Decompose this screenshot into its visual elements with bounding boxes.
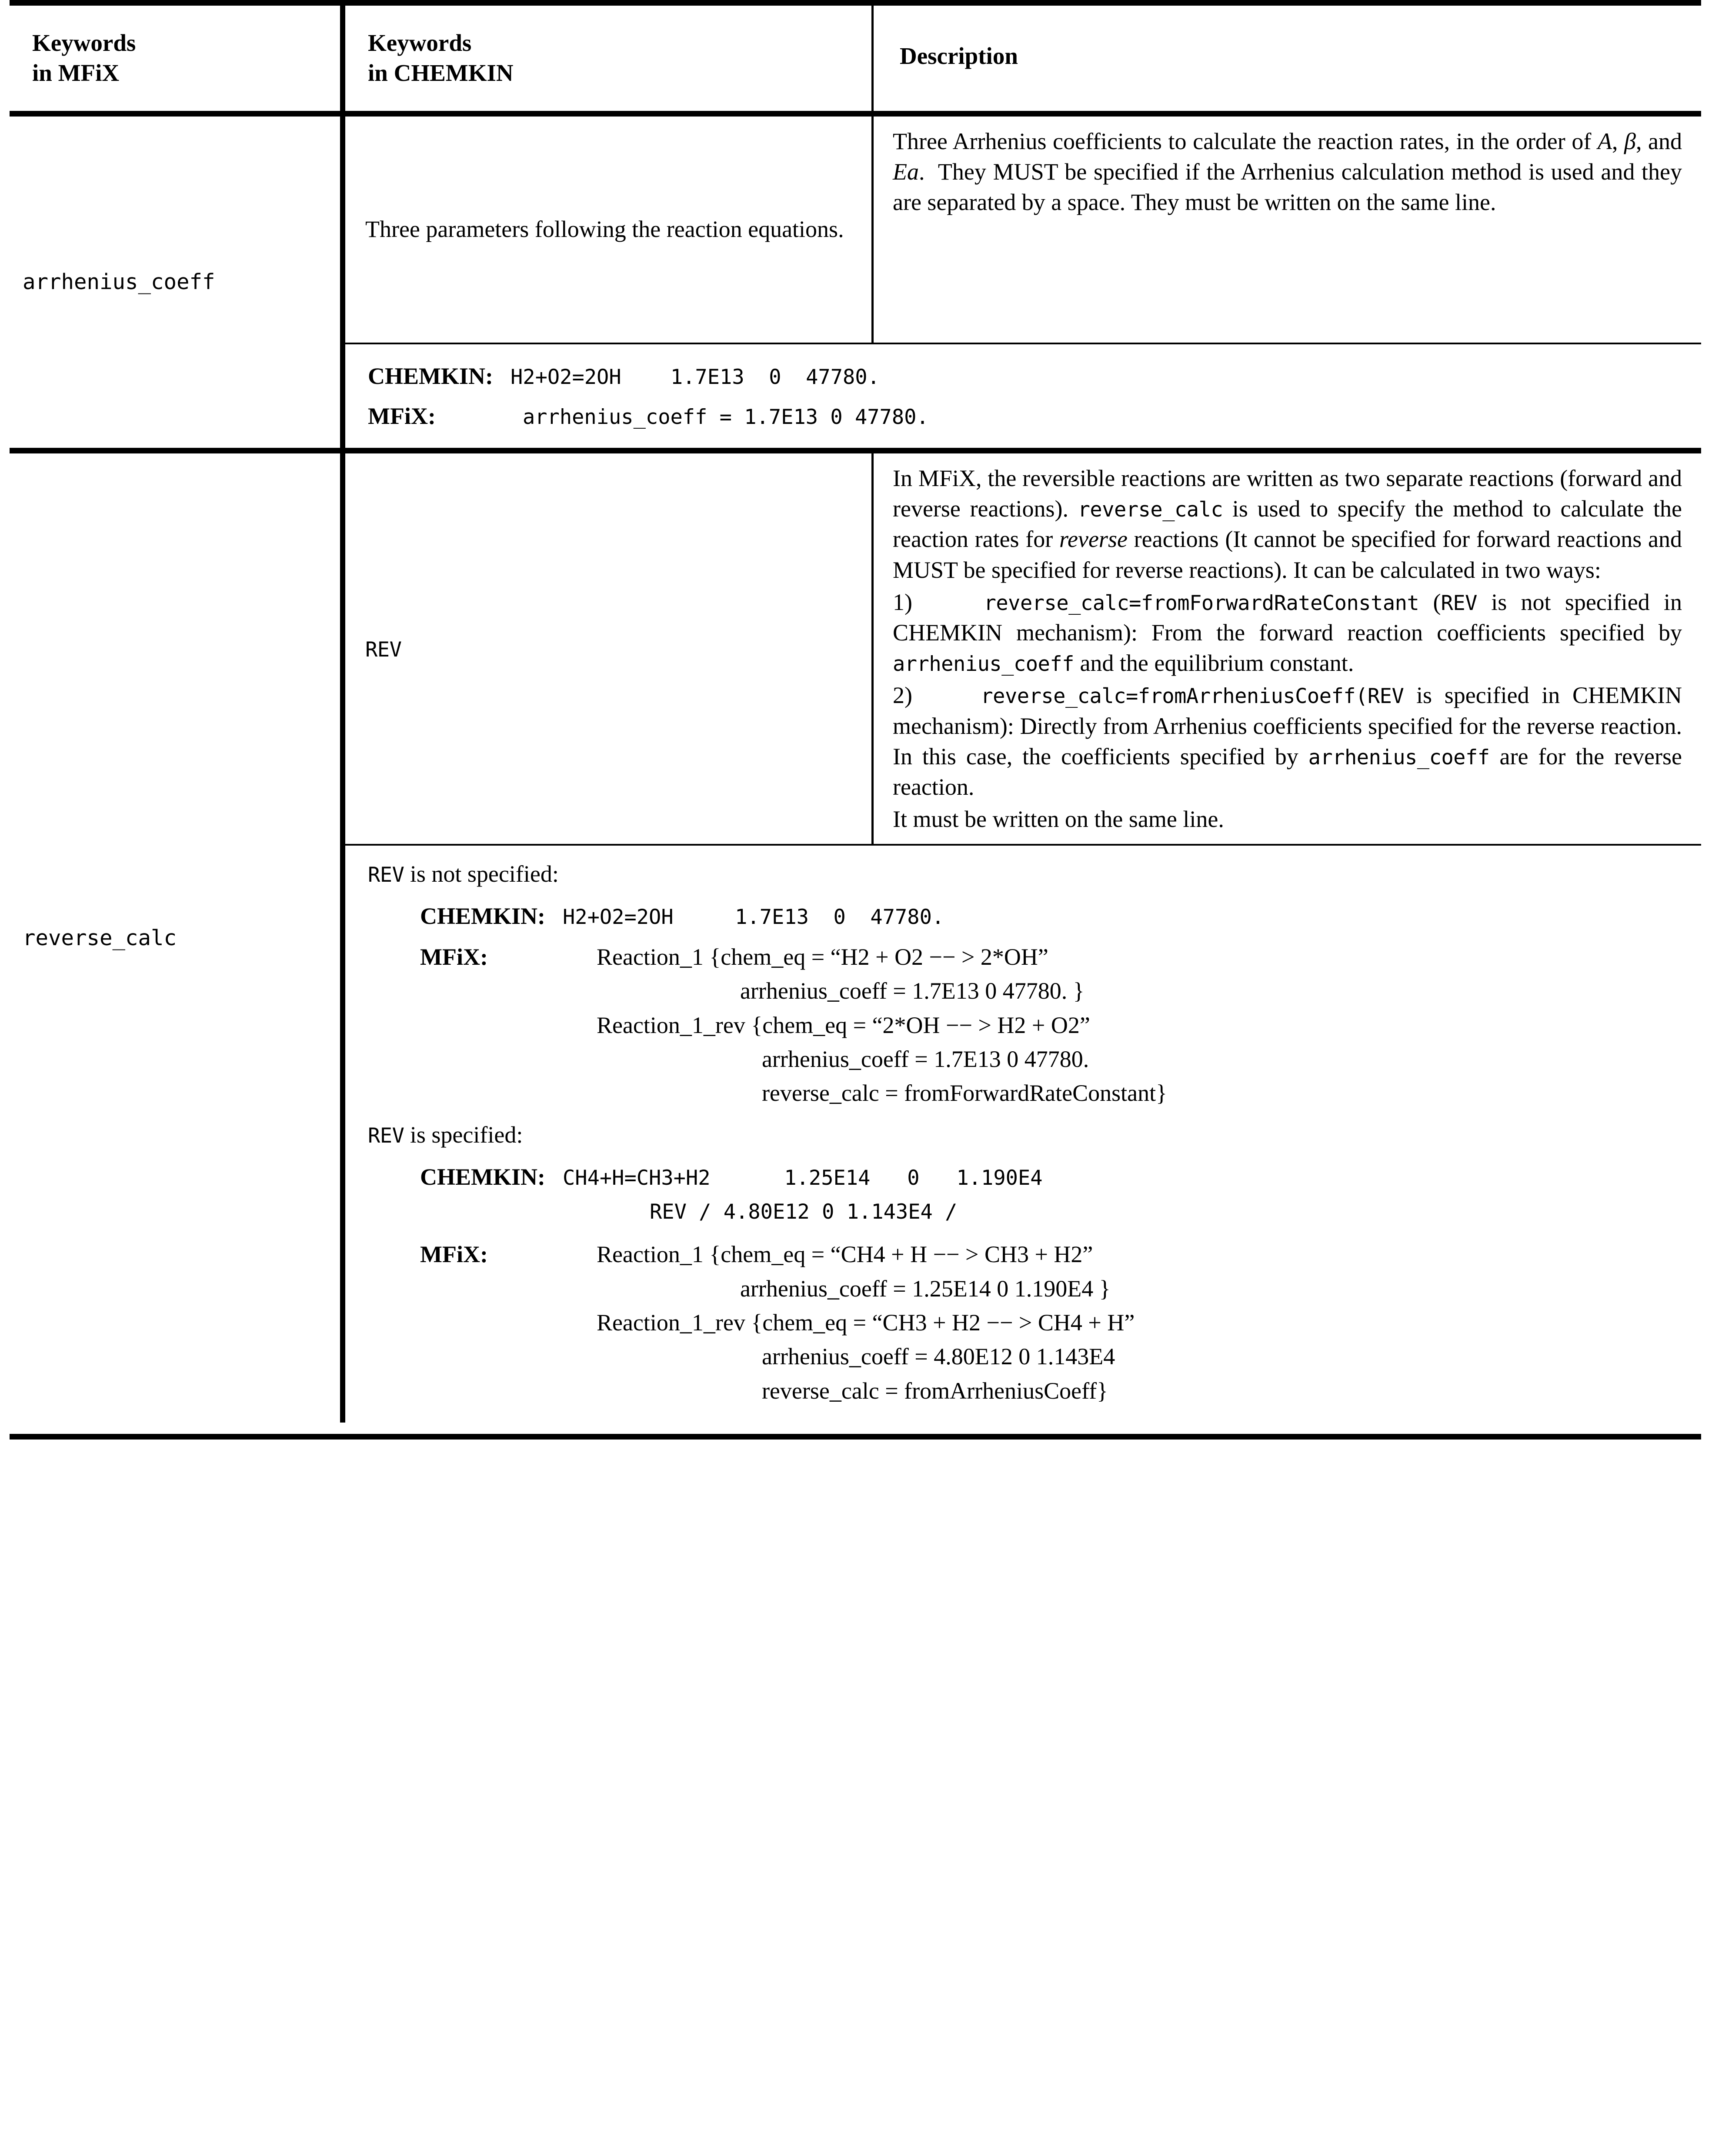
arrhenius-example-block [345,344,1701,448]
row-divider-rule [10,448,1701,453]
header-col-chemkin-line1: Keywords [368,30,472,56]
chemkin-param-text: Three parameters following the reaction equations. [365,216,844,242]
header-col-mfix-line1: Keywords [32,30,136,56]
row-arrhenius-content [345,117,1701,448]
row-reverse-description-cell [874,453,1701,844]
desc-code-reverse-calc: reverse_calc [1078,498,1223,522]
table-header-row [10,6,1701,111]
desc-item-2-text-b: are for the reverse reaction. [893,743,1682,800]
case1-title-code: REV [368,863,404,887]
desc-item-1-number: 1) [893,589,912,615]
desc-item-1-text-b: is not specified in CHEMKIN mechanism): From the forward reaction coefficients specified by [893,589,1682,646]
arrhenius-example-chemkin [368,359,1701,393]
table-row [10,453,1701,1423]
case2-chemkin-row [368,1160,1701,1228]
desc-part-2-italic: reverse [1059,526,1128,553]
column-separator-1 [340,117,345,448]
desc-item-2-text-a: is specified in CHEMKIN mechanism): Directly from Arrhenius coefficients specified for the reverse reaction. In this case, the coefficients specified by [893,682,1682,770]
mfix-line-4: arrhenius_coeff = 4.80E12 0 1.143E4 [761,1343,1115,1370]
row-reverse-keyword-cell [10,453,340,1423]
desc-item-1-code-c: arrhenius_coeff [893,652,1074,676]
header-col-mfix-line2: in MFiX [32,59,120,86]
header-col-description [874,6,1701,111]
desc-item-2-code-b: arrhenius_coeff [1308,745,1490,770]
keyword-reverse-calc: reverse_calc [23,925,177,950]
mfix-label: MFiX: [420,1241,488,1268]
case1-title-text: is not specified: [404,861,559,887]
desc-item-1-code-b: REV [1441,591,1477,615]
row-arrhenius-description-cell [874,117,1701,343]
chemkin-code: H2+O2=2OH 1.7E13 0 47780. [510,365,880,389]
desc-part-3: It must be written on the same line. [893,806,1224,833]
desc-item-1 [893,587,1682,679]
keyword-arrhenius-coeff: arrhenius_coeff [23,270,215,295]
mfix-line-5: reverse_calc = fromArrheniusCoeff} [761,1377,1108,1404]
desc-item-1-text-a: ( [1433,589,1441,615]
reverse-description [874,453,1701,844]
mfix-label: MFiX: [368,403,436,429]
arrhenius-example-mfix [368,399,1701,433]
mfix-line-4: arrhenius_coeff = 1.7E13 0 47780. [761,1046,1089,1072]
case2-mfix-row [368,1237,1701,1407]
chemkin-label: CHEMKIN: [420,903,545,929]
mfix-line-5: reverse_calc = fromForwardRateConstant} [761,1080,1167,1106]
mfix-label: MFiX: [420,943,488,970]
mfix-line-2: arrhenius_coeff = 1.7E13 0 47780. } [740,978,1085,1004]
header-bottom-rule [10,111,1701,117]
desc-item-2-number: 2) [893,682,912,709]
row-reverse-chemkin-cell [345,453,871,844]
case2-title-text: is specified: [404,1122,523,1148]
mfix-line-1: Reaction_1 {chem_eq = “CH4 + H −− > CH3 + H2” [596,1241,1093,1268]
column-separator-1 [340,453,345,1423]
table-row [10,117,1701,448]
desc-part-2b: reactions (It cannot be specified for forward reactions and MUST be specified for reverse reactions). It can be calculated in two ways: [893,526,1682,583]
desc-part-2: is used to specify the method to calculate the reaction rates for [893,496,1682,553]
table-top-rule [10,0,1701,6]
column-separator-1 [340,6,345,111]
header-col-description-label: Description [900,43,1018,69]
mfix-line-3: Reaction_1_rev {chem_eq = “CH3 + H2 −− > CH4 + H” [596,1309,1135,1336]
case1-chemkin-row [368,899,1701,933]
desc-item-1-text-c: and the equilibrium constant. [1074,650,1354,676]
mfix-code: arrhenius_coeff = 1.7E13 0 47780. [522,405,929,429]
header-col-chemkin [345,6,871,111]
chemkin-keyword-rev: REV [365,637,402,662]
mfix-line-3: Reaction_1_rev {chem_eq = “2*OH −− > H2 + O2” [596,1012,1090,1038]
chemkin-label: CHEMKIN: [420,1163,545,1190]
chemkin-label: CHEMKIN: [368,363,493,389]
desc-item-2 [893,680,1682,802]
desc-item-2-code: reverse_calc=fromArrheniusCoeff(REV [981,684,1404,709]
mfix-line-1: Reaction_1 {chem_eq = “H2 + O2 −− > 2*OH” [596,943,1048,970]
mfix-line-2: arrhenius_coeff = 1.25E14 0 1.190E4 } [740,1275,1111,1302]
arrhenius-description: Three Arrhenius coefficients to calculate the reaction rates, in the order of A, β, and Ea. They MUST be specified if the Arrhenius calculation method is used and they are separated by a space. They must be written on the same line. [893,128,1682,215]
case1-title [368,857,1701,891]
chemkin-code: H2+O2=2OH 1.7E13 0 47780. [562,905,944,929]
case2-title-code: REV [368,1124,404,1148]
row-reverse-content [345,453,1701,1423]
table-bottom-rule [10,1434,1701,1440]
header-col-chemkin-line2: in CHEMKIN [368,59,514,86]
desc-item-1-code: reverse_calc=fromForwardRateConstant [984,591,1419,615]
desc-part-1: In MFiX, the reversible reactions are written as two separate reactions (forward and reverse reactions). [893,465,1682,522]
chemkin-code-line-2: REV / 4.80E12 0 1.143E4 / [649,1200,958,1224]
reverse-example-block [345,846,1701,1422]
row-arrhenius-keyword-cell [10,117,340,448]
row-arrhenius-chemkin-cell [345,117,871,343]
case2-title [368,1118,1701,1152]
chemkin-code-line-1: CH4+H=CH3+H2 1.25E14 0 1.190E4 [562,1166,1043,1190]
case1-mfix-row [368,940,1701,1110]
header-col-mfix [10,6,340,111]
